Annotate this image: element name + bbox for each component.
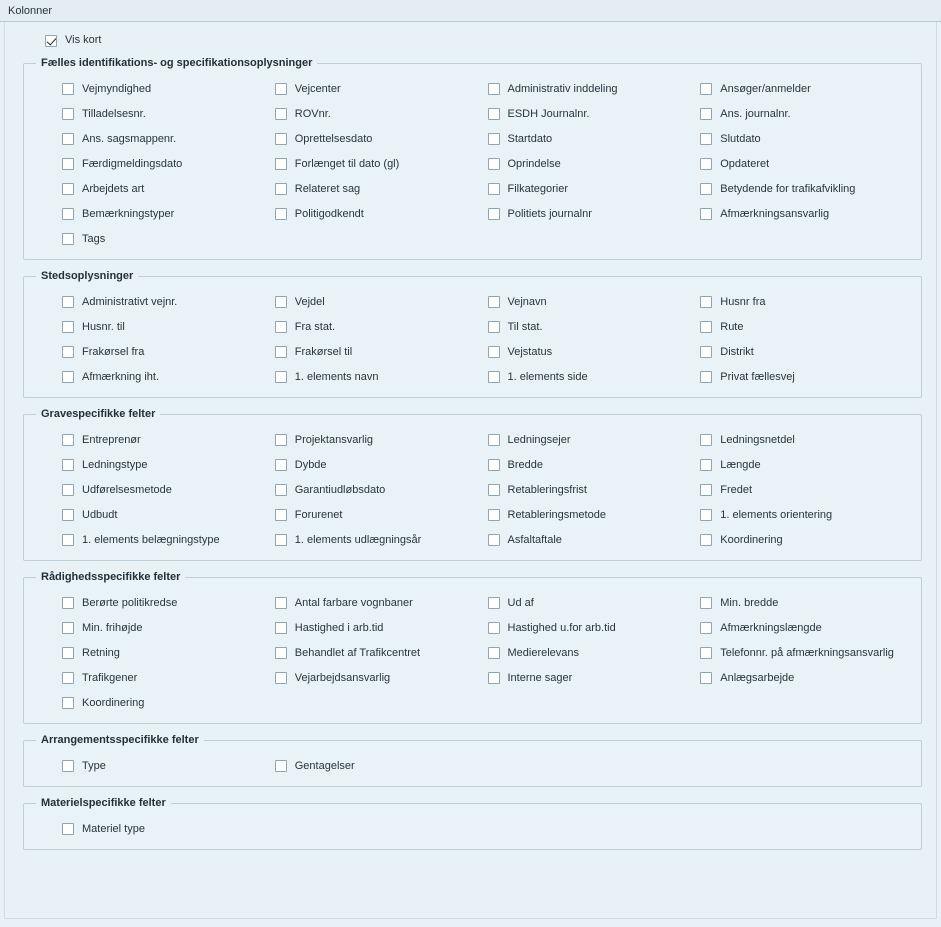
column-checkbox[interactable] — [488, 296, 500, 308]
column-option-label: Min. bredde — [720, 596, 779, 609]
column-option[interactable] — [275, 369, 488, 385]
column-checkbox-grid — [32, 756, 913, 774]
column-option-label: Antal farbare vognbaner — [294, 596, 413, 609]
column-option[interactable] — [488, 294, 701, 310]
column-option[interactable] — [488, 670, 701, 686]
column-option-label: Administrativ inddeling — [507, 82, 618, 95]
column-option-label: Afmærkningslængde — [720, 621, 822, 634]
column-option[interactable] — [62, 695, 275, 711]
column-checkbox[interactable] — [700, 296, 712, 308]
column-option[interactable] — [275, 319, 488, 335]
column-group-legend: Arrangementsspecifikke felter — [41, 734, 199, 746]
column-option[interactable] — [62, 670, 275, 686]
column-checkbox[interactable] — [700, 434, 712, 446]
column-option-label: Berørte politikredse — [82, 596, 178, 609]
column-checkbox[interactable] — [488, 83, 500, 95]
column-checkbox[interactable] — [488, 647, 500, 659]
column-option-label: Ledningsnetdel — [720, 433, 795, 446]
column-checkbox[interactable] — [275, 133, 287, 145]
column-option[interactable] — [700, 181, 913, 197]
column-option[interactable] — [488, 106, 701, 122]
column-option[interactable] — [62, 645, 275, 661]
column-option[interactable] — [700, 645, 913, 661]
column-option[interactable] — [62, 81, 275, 97]
column-option[interactable] — [488, 507, 701, 523]
column-checkbox[interactable] — [62, 83, 74, 95]
column-option[interactable] — [275, 670, 488, 686]
column-option-label: Gentagelser — [294, 759, 355, 772]
column-checkbox[interactable] — [488, 183, 500, 195]
column-checkbox[interactable] — [275, 534, 287, 546]
column-checkbox[interactable] — [488, 509, 500, 521]
column-checkbox[interactable] — [62, 158, 74, 170]
column-option-label: Relateret sag — [294, 182, 361, 195]
column-checkbox[interactable] — [275, 760, 287, 772]
column-checkbox[interactable] — [62, 622, 74, 634]
column-checkbox[interactable] — [62, 697, 74, 709]
column-option[interactable] — [488, 595, 701, 611]
column-option[interactable] — [62, 482, 275, 498]
column-option[interactable] — [275, 758, 488, 774]
show-map-label: Vis kort — [65, 34, 102, 46]
column-checkbox[interactable] — [62, 183, 74, 195]
column-checkbox[interactable] — [275, 108, 287, 120]
column-option[interactable] — [62, 532, 275, 548]
column-option[interactable] — [700, 670, 913, 686]
column-checkbox[interactable] — [700, 459, 712, 471]
column-option[interactable] — [62, 595, 275, 611]
column-option[interactable] — [62, 457, 275, 473]
column-option-label: Frakørsel til — [294, 345, 353, 358]
column-checkbox[interactable] — [62, 133, 74, 145]
column-checkbox[interactable] — [488, 108, 500, 120]
column-option-label: Politiets journalnr — [507, 207, 592, 220]
column-checkbox[interactable] — [700, 183, 712, 195]
column-option[interactable] — [275, 181, 488, 197]
column-option-label: Administrativt vejnr. — [82, 295, 178, 308]
column-option[interactable] — [700, 319, 913, 335]
column-checkbox[interactable] — [275, 208, 287, 220]
column-option[interactable] — [275, 106, 488, 122]
column-option[interactable] — [488, 457, 701, 473]
column-option[interactable] — [700, 106, 913, 122]
column-option[interactable] — [700, 507, 913, 523]
column-checkbox[interactable] — [275, 371, 287, 383]
column-option-label: Fredet — [720, 483, 753, 496]
column-checkbox[interactable] — [700, 158, 712, 170]
column-option[interactable] — [62, 821, 275, 837]
column-option-label: Medierelevans — [507, 646, 580, 659]
column-checkbox-grid — [32, 819, 913, 837]
column-checkbox[interactable] — [275, 672, 287, 684]
column-option[interactable] — [488, 344, 701, 360]
column-group — [23, 408, 922, 561]
column-option-label: Tags — [82, 232, 106, 245]
column-option-label: Vejcenter — [294, 82, 341, 95]
show-map-checkbox[interactable] — [45, 35, 57, 47]
column-option-label: Slutdato — [720, 132, 761, 145]
column-option[interactable] — [62, 369, 275, 385]
column-checkbox-grid — [32, 79, 913, 247]
column-option-label: Husnr fra — [720, 295, 766, 308]
column-option[interactable] — [275, 620, 488, 636]
column-option[interactable] — [488, 81, 701, 97]
column-option-label: 1. elements navn — [294, 370, 379, 383]
column-group-legend: Gravespecifikke felter — [41, 408, 156, 420]
dialog-content — [4, 22, 937, 919]
column-option[interactable] — [275, 532, 488, 548]
column-option-label: Min. frihøjde — [82, 621, 143, 634]
column-checkbox[interactable] — [62, 346, 74, 358]
dialog-titlebar — [0, 0, 941, 22]
column-option-label: Behandlet af Trafikcentret — [294, 646, 421, 659]
column-checkbox[interactable] — [488, 371, 500, 383]
column-option-label: Vejstatus — [507, 345, 553, 358]
column-checkbox[interactable] — [700, 83, 712, 95]
column-option-label: Retableringsmetode — [507, 508, 606, 521]
column-checkbox[interactable] — [488, 321, 500, 333]
column-checkbox[interactable] — [62, 296, 74, 308]
column-option-label: ROVnr. — [294, 107, 331, 120]
column-checkbox[interactable] — [700, 346, 712, 358]
column-checkbox[interactable] — [700, 672, 712, 684]
column-checkbox[interactable] — [700, 208, 712, 220]
column-option-label: Distrikt — [720, 345, 754, 358]
column-checkbox[interactable] — [62, 534, 74, 546]
column-option-label: Interne sager — [507, 671, 573, 684]
column-checkbox[interactable] — [275, 158, 287, 170]
column-option[interactable] — [62, 156, 275, 172]
column-option[interactable] — [275, 645, 488, 661]
column-option[interactable] — [275, 457, 488, 473]
column-option[interactable] — [488, 620, 701, 636]
column-option[interactable] — [62, 131, 275, 147]
column-option-label: Entreprenør — [82, 433, 141, 446]
column-option-label: Ledningstype — [82, 458, 148, 471]
column-option-label: Vejdel — [294, 295, 325, 308]
column-option[interactable] — [700, 344, 913, 360]
column-option[interactable] — [275, 206, 488, 222]
column-group — [23, 57, 922, 260]
column-option[interactable] — [488, 369, 701, 385]
column-option-label: Forlænget til dato (gl) — [294, 157, 400, 170]
column-option-label: Til stat. — [507, 320, 543, 333]
column-checkbox[interactable] — [275, 434, 287, 446]
column-checkbox[interactable] — [62, 371, 74, 383]
column-option[interactable] — [488, 319, 701, 335]
column-option-label: Fra stat. — [294, 320, 336, 333]
column-option[interactable] — [275, 482, 488, 498]
column-option-label: Dybde — [294, 458, 327, 471]
column-option-label: Oprettelsesdato — [294, 132, 373, 145]
column-option-label: Frakørsel fra — [82, 345, 145, 358]
column-option-label: Retableringsfrist — [507, 483, 587, 496]
column-option[interactable] — [488, 532, 701, 548]
column-option[interactable] — [62, 206, 275, 222]
column-option-label: Vejnavn — [507, 295, 547, 308]
column-group — [23, 734, 922, 787]
column-option[interactable] — [700, 595, 913, 611]
column-group — [23, 797, 922, 850]
column-checkbox[interactable] — [700, 622, 712, 634]
column-group-legend: Rådighedsspecifikke felter — [41, 571, 181, 583]
column-option[interactable] — [275, 156, 488, 172]
column-checkbox[interactable] — [62, 672, 74, 684]
column-checkbox-grid — [32, 430, 913, 548]
column-option-label: Hastighed u.for arb.tid — [507, 621, 616, 634]
column-option[interactable] — [700, 482, 913, 498]
column-option-label: Startdato — [507, 132, 553, 145]
show-map-option[interactable] — [5, 22, 936, 57]
column-checkbox[interactable] — [275, 321, 287, 333]
column-option-label: Udførelsesmetode — [82, 483, 172, 496]
column-checkbox[interactable] — [62, 760, 74, 772]
column-option-label: Projektansvarlig — [294, 433, 374, 446]
column-option-label: Vejmyndighed — [82, 82, 152, 95]
column-option[interactable] — [275, 81, 488, 97]
column-checkbox[interactable] — [62, 321, 74, 333]
column-option-label: Bredde — [507, 458, 543, 471]
column-option-label: Forurenet — [294, 508, 343, 521]
column-checkbox[interactable] — [488, 346, 500, 358]
column-checkbox-grid — [32, 593, 913, 711]
column-option-label: Koordinering — [82, 696, 145, 709]
column-groups — [5, 57, 936, 850]
column-checkbox[interactable] — [275, 346, 287, 358]
column-option-label: Filkategorier — [507, 182, 569, 195]
column-option[interactable] — [488, 131, 701, 147]
column-option[interactable] — [700, 457, 913, 473]
column-checkbox[interactable] — [700, 321, 712, 333]
column-option[interactable] — [700, 131, 913, 147]
column-option[interactable] — [275, 507, 488, 523]
column-option-label: Længde — [720, 458, 761, 471]
column-checkbox[interactable] — [62, 233, 74, 245]
column-option-label: Ledningsejer — [507, 433, 571, 446]
column-group — [23, 571, 922, 724]
column-group-legend: Fælles identifikations- og specifikationsoplysninger — [41, 57, 313, 69]
column-option[interactable] — [275, 131, 488, 147]
column-option[interactable] — [62, 758, 275, 774]
column-option[interactable] — [275, 432, 488, 448]
column-option[interactable] — [488, 206, 701, 222]
column-option-label: Ans. journalnr. — [720, 107, 791, 120]
column-option[interactable] — [488, 156, 701, 172]
column-checkbox[interactable] — [700, 108, 712, 120]
column-option[interactable] — [62, 620, 275, 636]
column-option-label: Opdateret — [720, 157, 770, 170]
column-option[interactable] — [488, 645, 701, 661]
column-option[interactable] — [62, 294, 275, 310]
column-option[interactable] — [700, 156, 913, 172]
column-option-label: ESDH Journalnr. — [507, 107, 590, 120]
column-checkbox[interactable] — [275, 83, 287, 95]
column-option[interactable] — [62, 106, 275, 122]
column-option-label: Trafikgener — [82, 671, 138, 684]
column-option[interactable] — [62, 507, 275, 523]
column-option[interactable] — [700, 432, 913, 448]
column-option[interactable] — [62, 319, 275, 335]
column-checkbox[interactable] — [488, 534, 500, 546]
column-checkbox[interactable] — [62, 823, 74, 835]
column-option[interactable] — [700, 206, 913, 222]
column-checkbox[interactable] — [700, 509, 712, 521]
column-checkbox[interactable] — [488, 459, 500, 471]
column-checkbox[interactable] — [275, 597, 287, 609]
column-checkbox[interactable] — [700, 484, 712, 496]
column-checkbox[interactable] — [62, 597, 74, 609]
column-option-label: Telefonnr. på afmærkningsansvarlig — [720, 646, 894, 659]
column-option-label: Arbejdets art — [82, 182, 145, 195]
column-option-label: Materiel type — [82, 822, 145, 835]
column-checkbox[interactable] — [275, 622, 287, 634]
column-option-label: Hastighed i arb.tid — [294, 621, 384, 634]
column-option-label: 1. elements udlægningsår — [294, 533, 422, 546]
column-checkbox[interactable] — [62, 509, 74, 521]
column-checkbox[interactable] — [700, 534, 712, 546]
column-option[interactable] — [275, 294, 488, 310]
column-option-label: Tilladelsesnr. — [82, 107, 146, 120]
column-option-label: Privat fællesvej — [720, 370, 795, 383]
column-option-label: Type — [82, 759, 106, 772]
column-option[interactable] — [62, 181, 275, 197]
column-checkbox[interactable] — [488, 622, 500, 634]
column-option-label: Betydende for trafikafvikling — [720, 182, 856, 195]
column-option-label: Husnr. til — [82, 320, 125, 333]
column-checkbox[interactable] — [275, 509, 287, 521]
column-checkbox[interactable] — [488, 672, 500, 684]
column-option[interactable] — [700, 369, 913, 385]
column-option-label: Garantiudløbsdato — [294, 483, 386, 496]
column-option[interactable] — [700, 81, 913, 97]
column-checkbox[interactable] — [62, 647, 74, 659]
dialog-title: Kolonner — [8, 4, 53, 17]
column-group-legend: Materielspecifikke felter — [41, 797, 166, 809]
column-checkbox[interactable] — [275, 183, 287, 195]
column-option-label: 1. elements orientering — [720, 508, 833, 521]
column-checkbox[interactable] — [275, 647, 287, 659]
column-option-label: Retning — [82, 646, 120, 659]
column-option[interactable] — [62, 432, 275, 448]
column-option[interactable] — [700, 294, 913, 310]
column-checkbox[interactable] — [62, 208, 74, 220]
column-checkbox-grid — [32, 292, 913, 385]
column-checkbox[interactable] — [488, 597, 500, 609]
column-option[interactable] — [62, 344, 275, 360]
column-option[interactable] — [275, 595, 488, 611]
column-option-label: Koordinering — [720, 533, 783, 546]
column-checkbox[interactable] — [62, 434, 74, 446]
column-option-label: Politigodkendt — [294, 207, 364, 220]
column-checkbox[interactable] — [62, 484, 74, 496]
column-group-legend: Stedsoplysninger — [41, 270, 134, 282]
column-option-label: Ansøger/anmelder — [720, 82, 811, 95]
column-checkbox[interactable] — [700, 647, 712, 659]
column-checkbox[interactable] — [488, 208, 500, 220]
column-checkbox[interactable] — [275, 296, 287, 308]
column-option-label: Afmærkningsansvarlig — [720, 207, 830, 220]
column-option-label: Ud af — [507, 596, 534, 609]
column-option-label: Rute — [720, 320, 744, 333]
column-option-label: Afmærkning iht. — [82, 370, 160, 383]
column-option[interactable] — [275, 344, 488, 360]
column-checkbox[interactable] — [700, 371, 712, 383]
column-option[interactable] — [488, 432, 701, 448]
column-option-label: Færdigmeldingsdato — [82, 157, 183, 170]
column-option-label: Asfaltaftale — [507, 533, 562, 546]
column-option-label: 1. elements belægningstype — [82, 533, 220, 546]
column-group — [23, 270, 922, 398]
column-option[interactable] — [62, 231, 275, 247]
column-checkbox[interactable] — [275, 484, 287, 496]
column-option-label: 1. elements side — [507, 370, 588, 383]
column-option[interactable] — [488, 181, 701, 197]
column-option[interactable] — [488, 482, 701, 498]
column-option-label: Udbudt — [82, 508, 118, 521]
column-option-label: Ans. sagsmappenr. — [82, 132, 177, 145]
column-option-label: Vejarbejdsansvarlig — [294, 671, 391, 684]
column-option[interactable] — [700, 620, 913, 636]
column-checkbox[interactable] — [488, 158, 500, 170]
column-checkbox[interactable] — [700, 133, 712, 145]
column-checkbox[interactable] — [62, 459, 74, 471]
column-checkbox[interactable] — [700, 597, 712, 609]
column-option[interactable] — [700, 532, 913, 548]
column-checkbox[interactable] — [62, 108, 74, 120]
column-option-label: Anlægsarbejde — [720, 671, 795, 684]
column-checkbox[interactable] — [488, 434, 500, 446]
column-option-label: Bemærkningstyper — [82, 207, 175, 220]
column-checkbox[interactable] — [275, 459, 287, 471]
column-option-label: Oprindelse — [507, 157, 561, 170]
column-checkbox[interactable] — [488, 133, 500, 145]
column-checkbox[interactable] — [488, 484, 500, 496]
